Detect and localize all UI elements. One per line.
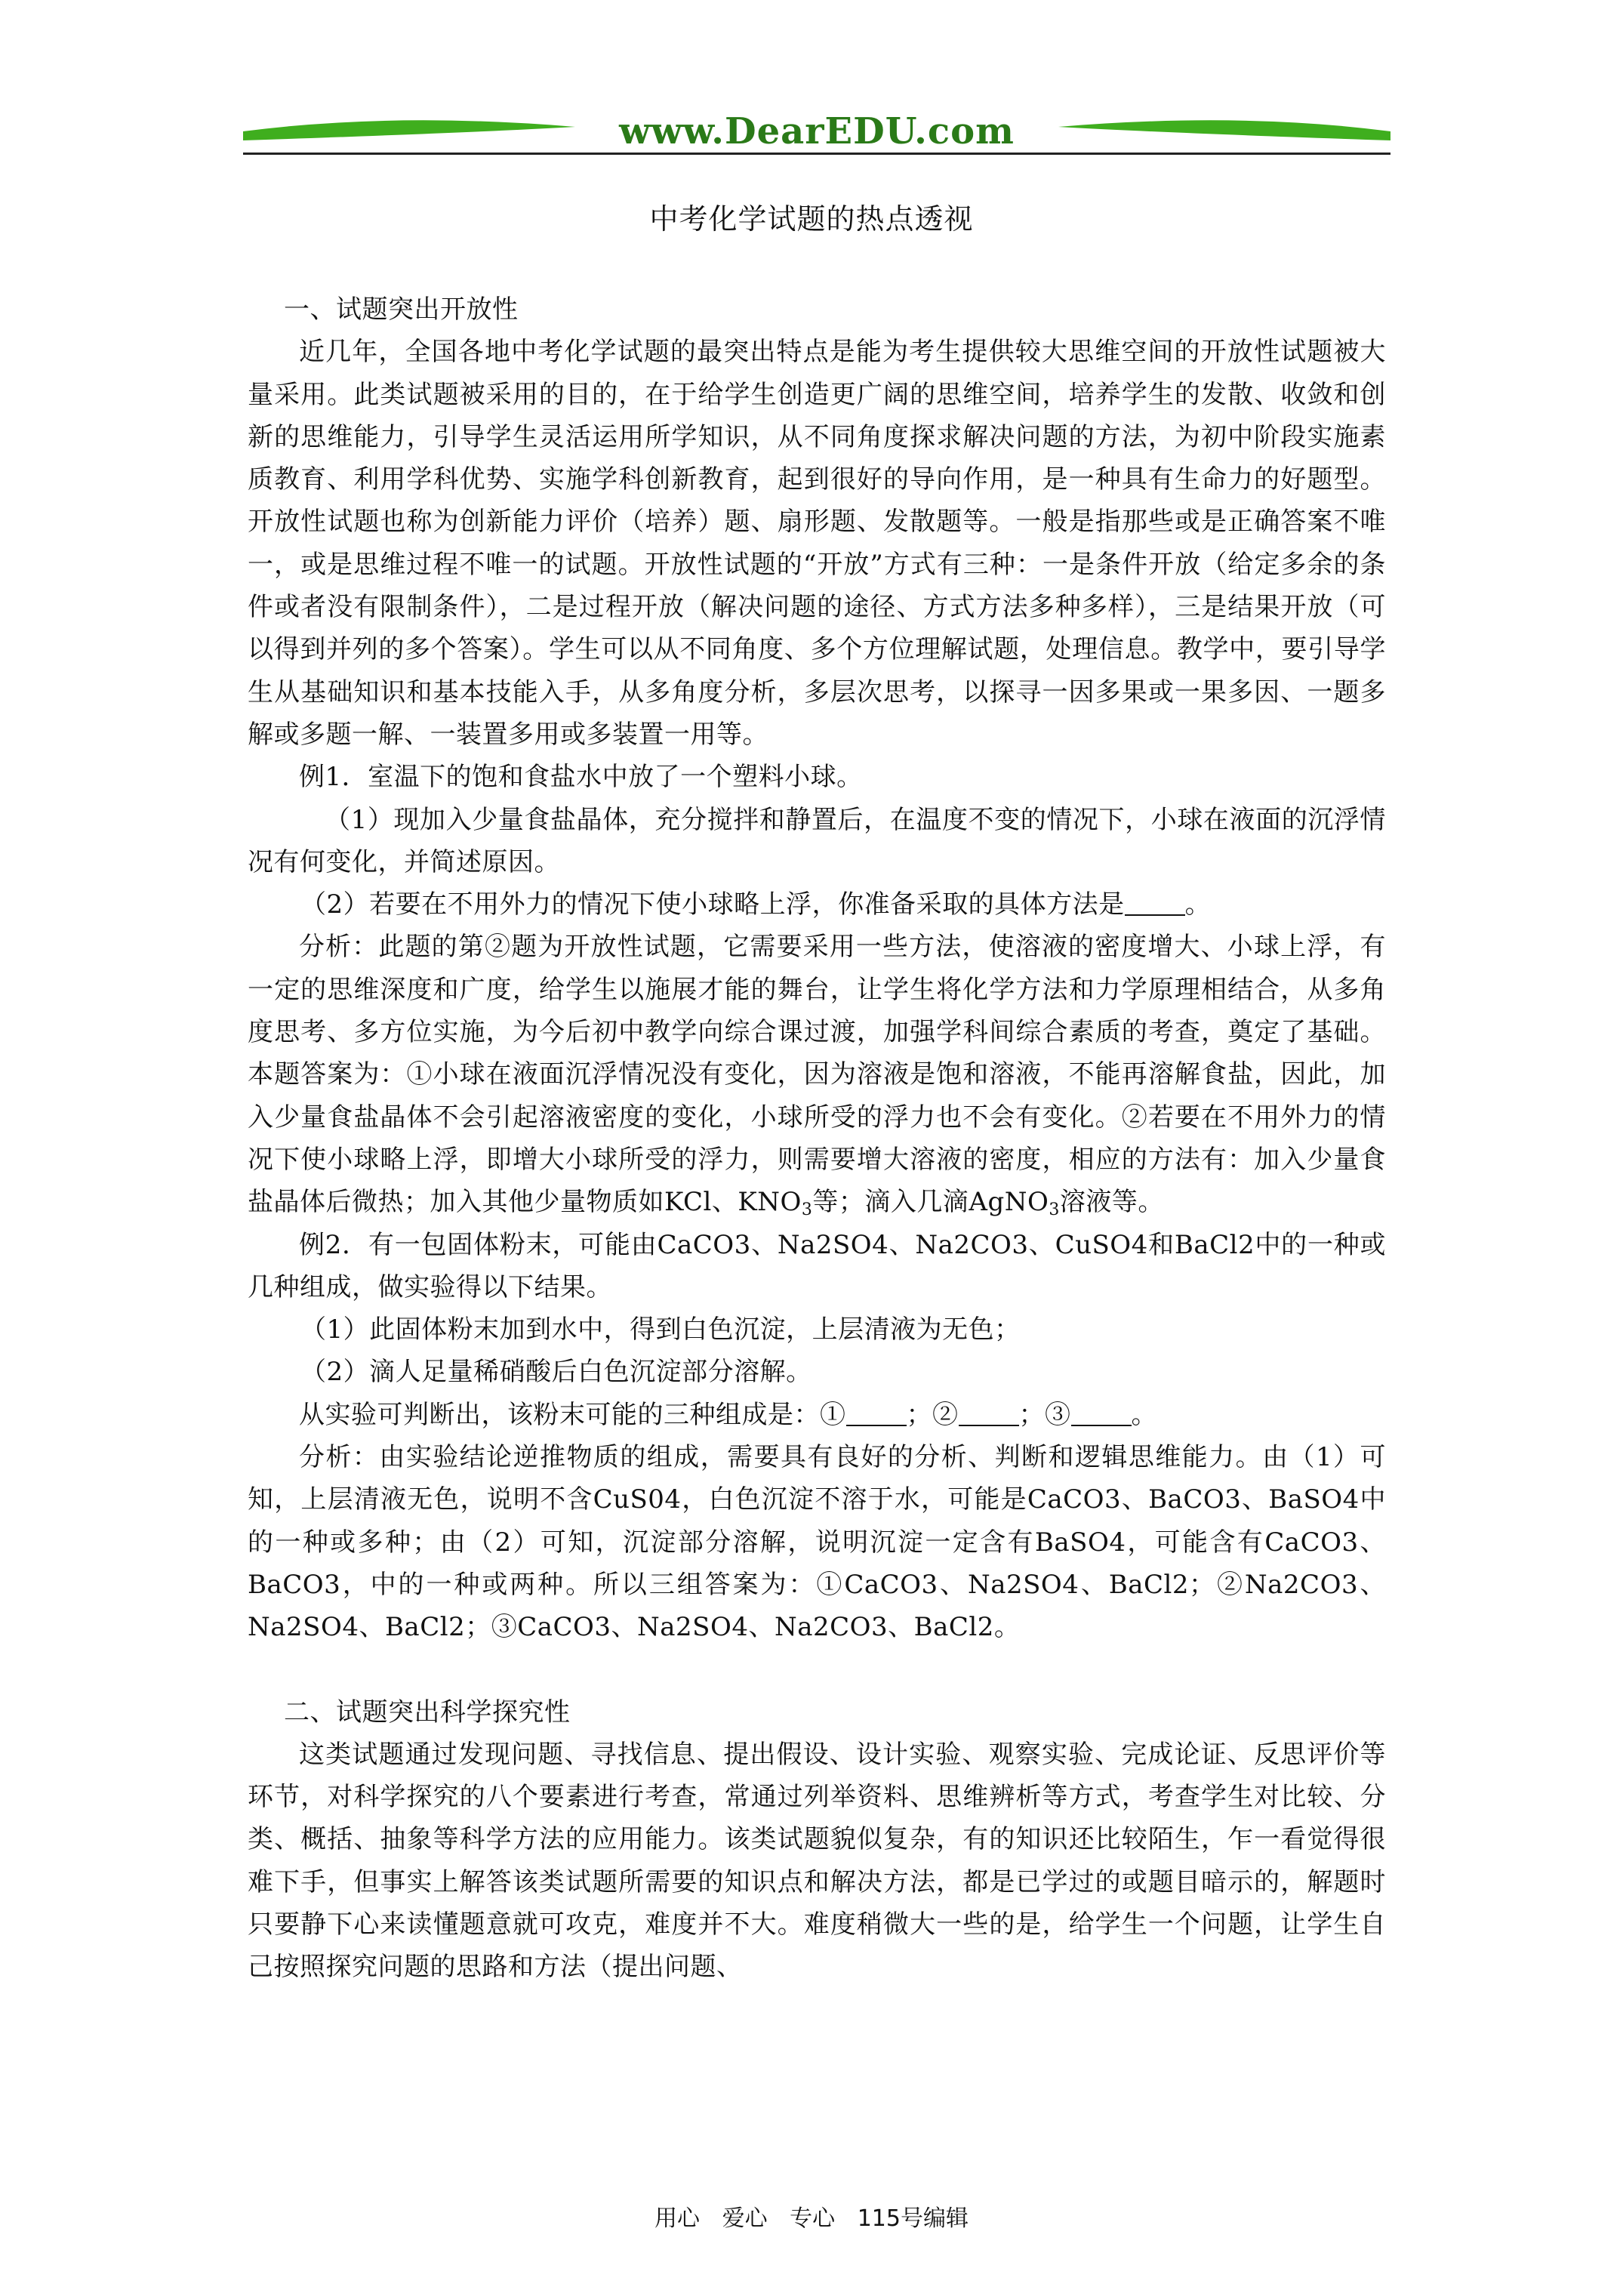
- site-logo: www.DearEDU.com: [619, 110, 1015, 153]
- footer-item: 115号编辑: [857, 2205, 969, 2232]
- example2-condition1: （1）此固体粉末加到水中，得到白色沉淀，上层清液为无色；: [300, 1314, 1021, 1345]
- footer-item: 专心: [790, 2205, 836, 2232]
- example1-analysis: 分析：此题的第②题为开放性试题，它需要采用一些方法，使溶液的密度增大、小球上浮，有一定的思维深度和广度，给学生以施展才能的舞台，让学生将化学方法和力学原理相结合，从多角度思考、多方位实施，为今后初中教学向综合课过渡，加强学科间综合素质的考查，奠定了基础。本题答案为：①小球在液面沉浮情况没有变化，因为溶液是饱和溶液，不能再溶解食盐，因此，加入少量食盐晶体不会引起溶液密度的变化，小球所受的浮力也不会有变化。②若要在不用外力的情况下使小球略上浮，即增大小球所受的浮力，则需要增大溶液的密度，相应的方法有：加入少量食盐晶体后微热；加入其他少量物质如KCl、$KNO_3$等；滴入几滴AgNO$_3$溶液等。: [248, 932, 1386, 1220]
- section1-heading: 一、试题突出开放性: [284, 294, 519, 325]
- page-header: [243, 106, 1390, 166]
- section2-heading: 二、试题突出科学探究性: [284, 1697, 571, 1727]
- answer-blank-3: [1071, 1402, 1132, 1426]
- footer-item: 用心: [654, 2205, 701, 2232]
- section2-intro: 这类试题通过发现问题、寻找信息、提出假设、设计实验、观察实验、完成论证、反思评价等环节，对科学探究的八个要素进行考查，常通过列举资料、思维辨析等方式，考查学生对比较、分类、概括、抽象等科学方法的应用能力。该类试题貌似复杂，有的知识还比较陌生，乍一看觉得很难下手，但事实上解答该类试题所需要的知识点和解决方法，都是已学过的或题目暗示的，解题时只要静下心来读懂题意就可攻克，难度并不大。难度稍微大一些的是，给学生一个问题，让学生自己按照探究问题的思路和方法（提出问题、: [248, 1739, 1386, 1983]
- section-spacer: [248, 1649, 1386, 1691]
- answer-blank-1: [846, 1402, 907, 1426]
- answer-blank: [1125, 892, 1185, 916]
- answer-blank-2: [959, 1402, 1019, 1426]
- example2-analysis: 分析：由实验结论逆推物质的组成，需要具有良好的分析、判断和逻辑思维能力。由（1）可知，上层清液无色，说明不含CuS04，白色沉淀不溶于水，可能是CaCO3、BaCO3、BaSO4中的一种或多种；由（2）可知，沉淀部分溶解，说明沉淀一定含有BaSO4，可能含有CaCO3、BaCO3，中的一种或两种。所以三组答案为：①CaCO3、Na2SO4、BaCl2；②Na2CO3、Na2SO4、BaCl2；③CaCO3、Na2SO4、Na2CO3、BaCl2。: [248, 1442, 1386, 1643]
- header-rule: [243, 153, 1390, 155]
- example1-question2: （2）若要在不用外力的情况下使小球略上浮，你准备采取的具体方法是 。: [300, 889, 1212, 920]
- example2-title: 例2．有一包固体粉末，可能由CaCO3、Na2SO4、Na2CO3、CuSO4和BaCl2中的一种或几种组成，做实验得以下结果。: [248, 1229, 1386, 1302]
- example2-question: 从实验可判断出，该粉末可能的三种组成是：① ；② ；③ 。: [299, 1399, 1157, 1430]
- page-footer: [0, 2202, 1623, 2236]
- example1-question1: （1）现加入少量食盐晶体，充分搅拌和静置后，在温度不变的情况下，小球在液面的沉浮情况有何变化，并简述原因。: [248, 804, 1386, 877]
- footer-item: 爱心: [722, 2205, 768, 2232]
- example2-condition2: （2）滴人足量稀硝酸后白色沉淀部分溶解。: [300, 1357, 812, 1388]
- example1-title: 例1．室温下的饱和食盐水中放了一个塑料小球。: [299, 762, 863, 793]
- document-body: [248, 288, 1386, 1989]
- section1-intro: 近几年，全国各地中考化学试题的最突出特点是能为考生提供较大思维空间的开放性试题被大量采用。此类试题被采用的目的，在于给学生创造更广阔的思维空间，培养学生的发散、收敛和创新的思维能力，引导学生灵活运用所学知识，从不同角度探求解决问题的方法，为初中阶段实施素质教育、利用学科优势、实施学科创新教育，起到很好的导向作用，是一种具有生命力的好题型。开放性试题也称为创新能力评价（培养）题、扇形题、发散题等。一般是指那些或是正确答案不唯一，或是思维过程不唯一的试题。开放性试题的“开放”方式有三种：一是条件开放（给定多余的条件或者没有限制条件），二是过程开放（解决问题的途径、方式方法多种多样），三是结果开放（可以得到并列的多个答案）。学生可以从不同角度、多个方位理解试题，处理信息。教学中，要引导学生从基础知识和基本技能入手，从多角度分析，多层次思考，以探寻一因多果或一果多因、一题多解或多题一解、一装置多用或多装置一用等。: [248, 337, 1386, 750]
- page-title: 中考化学试题的热点透视: [649, 202, 974, 236]
